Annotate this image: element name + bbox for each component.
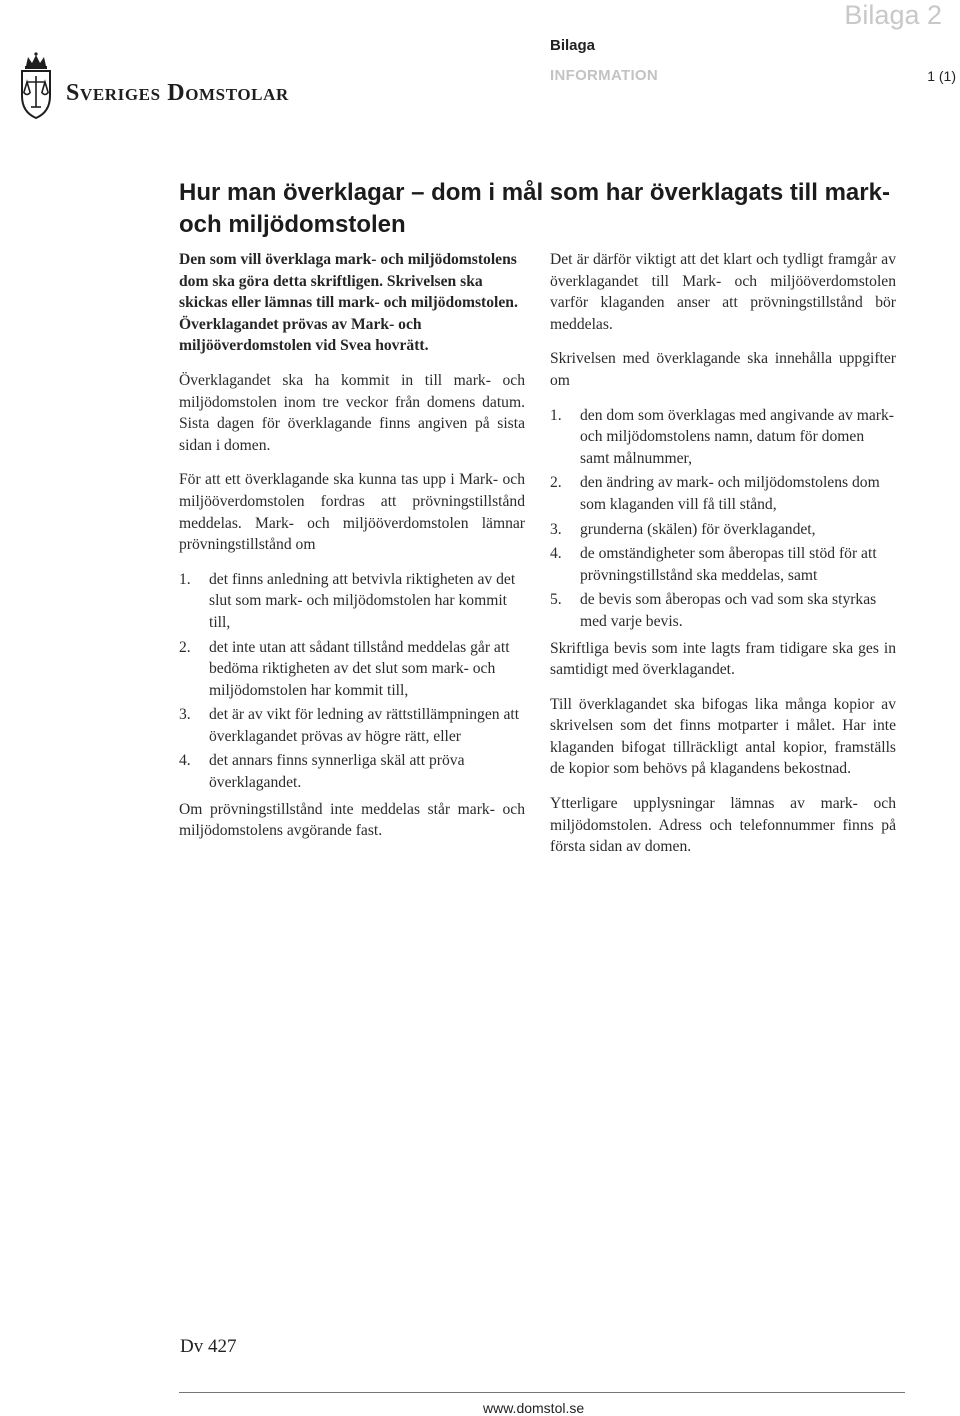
list-item-number: 4. bbox=[179, 752, 191, 770]
list-item bbox=[179, 569, 525, 634]
list-item-text: de bevis som åberopas och vad som ska styrkas med varje bevis. bbox=[580, 591, 877, 630]
form-code: Dv 427 bbox=[180, 1336, 237, 1357]
final-decision-paragraph: Om prövningstillstånd inte meddelas står mark- och miljödomstolens avgörande fast. bbox=[179, 800, 525, 840]
side-form-code bbox=[0, 1193, 1, 1215]
list-item-text: det annars finns synnerliga skäl att pröva överklagandet. bbox=[209, 752, 465, 792]
list-item bbox=[179, 637, 525, 702]
left-column bbox=[179, 249, 525, 855]
page-title: Hur man överklagar – dom i mål som har överklagats till mark- och miljödomstolen bbox=[179, 179, 890, 238]
list-item-number: 1. bbox=[550, 406, 562, 424]
lead-paragraph: Den som vill överklaga mark- och miljödomstolens dom ska göra detta skriftligen. Skrivelsen ska skickas eller lämnas till mark- och miljödomstolen. Överklagandet prövas av Mark- och miljööverdomstolen vid Svea hovrätt. bbox=[179, 251, 518, 355]
list-item bbox=[550, 472, 896, 515]
list-item-text: den dom som överklagas med angivande av mark- och miljödomstolens namn, datum för domen samt målnummer, bbox=[580, 406, 894, 467]
list-item bbox=[550, 543, 896, 586]
right-column bbox=[550, 249, 896, 871]
list-item-text: de omständigheter som åberopas till stöd för att prövningstillstånd ska meddelas, samt bbox=[580, 545, 877, 584]
document-type-label: Bilaga bbox=[550, 37, 596, 54]
list-item bbox=[550, 519, 896, 541]
list-item-number: 5. bbox=[550, 591, 562, 609]
information-label: INFORMATION bbox=[550, 67, 659, 84]
list-item-text: det finns anledning att betvivla riktigheten av det slut som mark- och miljödomstolen har kommit till, bbox=[209, 570, 516, 631]
list-item-text: grunderna (skälen) för överklagandet, bbox=[580, 520, 816, 538]
list-item-number: 2. bbox=[550, 474, 562, 492]
list-item bbox=[550, 405, 896, 470]
list-item-text: den ändring av mark- och miljödomstolens dom som klaganden vill få till stånd, bbox=[580, 474, 880, 513]
footer-divider bbox=[179, 1392, 905, 1393]
contents-list bbox=[550, 405, 896, 633]
list-item-number: 3. bbox=[179, 706, 191, 724]
list-item-text: det är av vikt för ledning av rättstillämpningen att överklagandet prövas av högre rätt, eller bbox=[209, 706, 520, 745]
list-item bbox=[550, 589, 896, 632]
written-evidence-paragraph: Skriftliga bevis som inte lagts fram tidigare ska ges in samtidigt med överklagandet. bbox=[550, 639, 896, 679]
further-info-paragraph: Ytterligare upplysningar lämnas av mark- och miljödomstolen. Adress och telefonnummer finns på första sidan av domen. bbox=[550, 795, 896, 856]
deadline-paragraph: Överklagandet ska ha kommit in till mark- och miljödomstolen inom tre veckor från domens datum. Sista dagen för överklagande finns angiven på sista sidan i domen. bbox=[179, 371, 525, 454]
copies-paragraph: Till överklagandet ska bifogas lika många kopior av skrivelsen som det finns motparter i målet. Har inte klaganden bifogat tillräckligt antal kopior, framställs de kopior som behövs på klagandens bekostnad. bbox=[550, 695, 896, 778]
list-item bbox=[179, 750, 525, 793]
contents-intro-paragraph: Skrivelsen med överklagande ska innehålla uppgifter om bbox=[550, 350, 896, 389]
list-item-number: 1. bbox=[179, 570, 191, 588]
footer-website-link[interactable]: www.domstol.se bbox=[483, 1400, 585, 1416]
appendix-tag: Bilaga 2 bbox=[844, 0, 942, 30]
list-item-number: 4. bbox=[550, 545, 562, 563]
leave-criteria-list bbox=[179, 569, 525, 794]
list-item-text: det inte utan att sådant tillstånd meddelas går att bedöma riktigheten av det slut som mark- och miljödomstolen har kommit till, bbox=[209, 638, 510, 699]
page-number: 1 (1) bbox=[927, 68, 956, 84]
leave-to-appeal-paragraph: För att ett överklagande ska kunna tas upp i Mark- och miljööverdomstolen fordras att prövningstillstånd meddelas. Mark- och miljööverdomstolen lämnar prövningstillstånd om bbox=[179, 471, 525, 554]
list-item bbox=[179, 704, 525, 747]
list-item-number: 2. bbox=[179, 638, 191, 656]
logo-wordmark: Sveriges Domstolar bbox=[66, 80, 289, 106]
clarity-paragraph: Det är därför viktigt att det klart och tydligt framgår av överklagandet till Mark- och miljööverdomstolen varför klaganden anser att prövningstillstånd bör meddelas. bbox=[550, 251, 896, 333]
list-item-number: 3. bbox=[550, 520, 562, 538]
